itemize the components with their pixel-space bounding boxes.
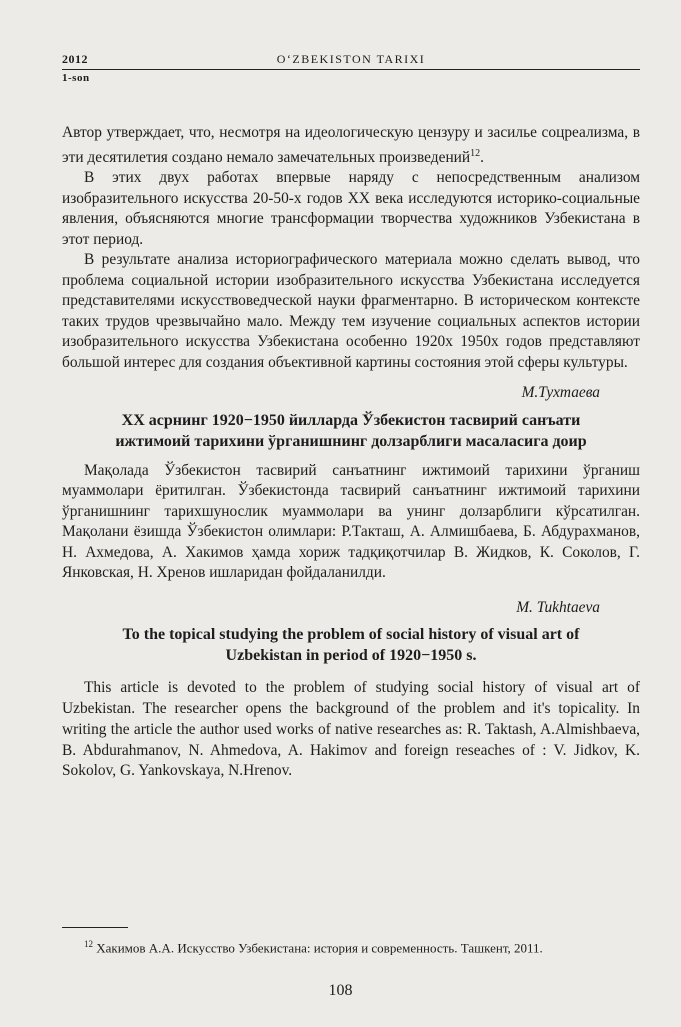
main-text (62, 123, 640, 782)
footnote: $^{12}$ Хакимов А.А. Искусство Узбекистана: история и современность. Ташкент, 2011. (84, 939, 543, 956)
page-number: 108 (328, 982, 353, 999)
uz-author: М.Тухтаева (521, 384, 600, 402)
paragraph-1: Автор утверждает, что, несмотря на идеологическую цензуру и засилье соцреализма, в эти десятилетия создано немало замечательных произведений$^{12}$. (62, 124, 640, 166)
footnote-ref: 12 (470, 147, 481, 159)
header-rule (62, 69, 640, 70)
en-author: M. Tukhtaeva (516, 598, 600, 616)
header-year: 2012 (62, 52, 88, 66)
header-journal-title: O‘ZBEKISTON TARIXI (276, 52, 426, 66)
paragraph-3: В результате анализа историографического материала можно сделать вывод, что проблема социальной истории изобразительного искусства Узбекистана исследуется представителями искусствоведческой науки фрагментарно. В историческом контексте таких трудов чрезвычайно мало. Между тем изучение социальных аспектов истории изобразительного искусства Узбекистана особенно 1920х 1950х годов представляют большой интерес для создания объективной картины состояния этой сферы культуры. (62, 251, 640, 371)
uz-abstract: Мақолада Ўзбекистон тасвирий санъатнинг ижтимоий тарихини ўрганиш муаммолари ёритилган. Ўзбекистонда тасвирий санъатнинг ижтимоий тарихини ўрганишнинг тарихшунослик муаммолари ва унинг долзарблиги кўрсатилган. Мақолани ёзишда Ўзбекистон олимлари: Р.Такташ, А. Алмишбаева, Б. Абдурахманов, Н. Ахмедова, А. Хакимов ҳамда хориж тадқиқотчилар В. Жидков, К. Соколов, Г. Янковская, Н. Хренов ишларидан фойдаланилди. (62, 461, 640, 582)
header-issue: 1-son (62, 72, 90, 84)
en-abstract: This article is devoted to the problem of studying social history of visual art of Uzbekistan. The researcher opens the background of the problem and it's topicality. In writing the article the author used works of native researches as: R. Taktash, A.Almishbaeva, B. Abdurahmanov, N. Ahmedova, A. Hakimov and foreign reseaches of : V. Jidkov, K. Sokolov, G. Yankovskaya, N.Hrenov. (62, 679, 640, 780)
en-title: To the topical studying the problem of social history of visual art of Uzbekistan in period of 1920−1950 s. (122, 626, 580, 665)
uz-title: XX асрнинг 1920−1950 йилларда Ўзбекистон тасвирий санъати ижтимоий тарихини ўрганишнинг долзарблиги масаласига доир (115, 411, 587, 450)
paragraph-2: В этих двух работах впервые наряду с непосредственным анализом изобразительного искусства 20-50-х годов XX века исследуются историко-социальные явления, объясняются многие трансформации творчества художников Узбекистана в этот период. (62, 169, 640, 248)
footnote-mark: 12 (84, 939, 93, 949)
footnote-rule (62, 927, 128, 928)
